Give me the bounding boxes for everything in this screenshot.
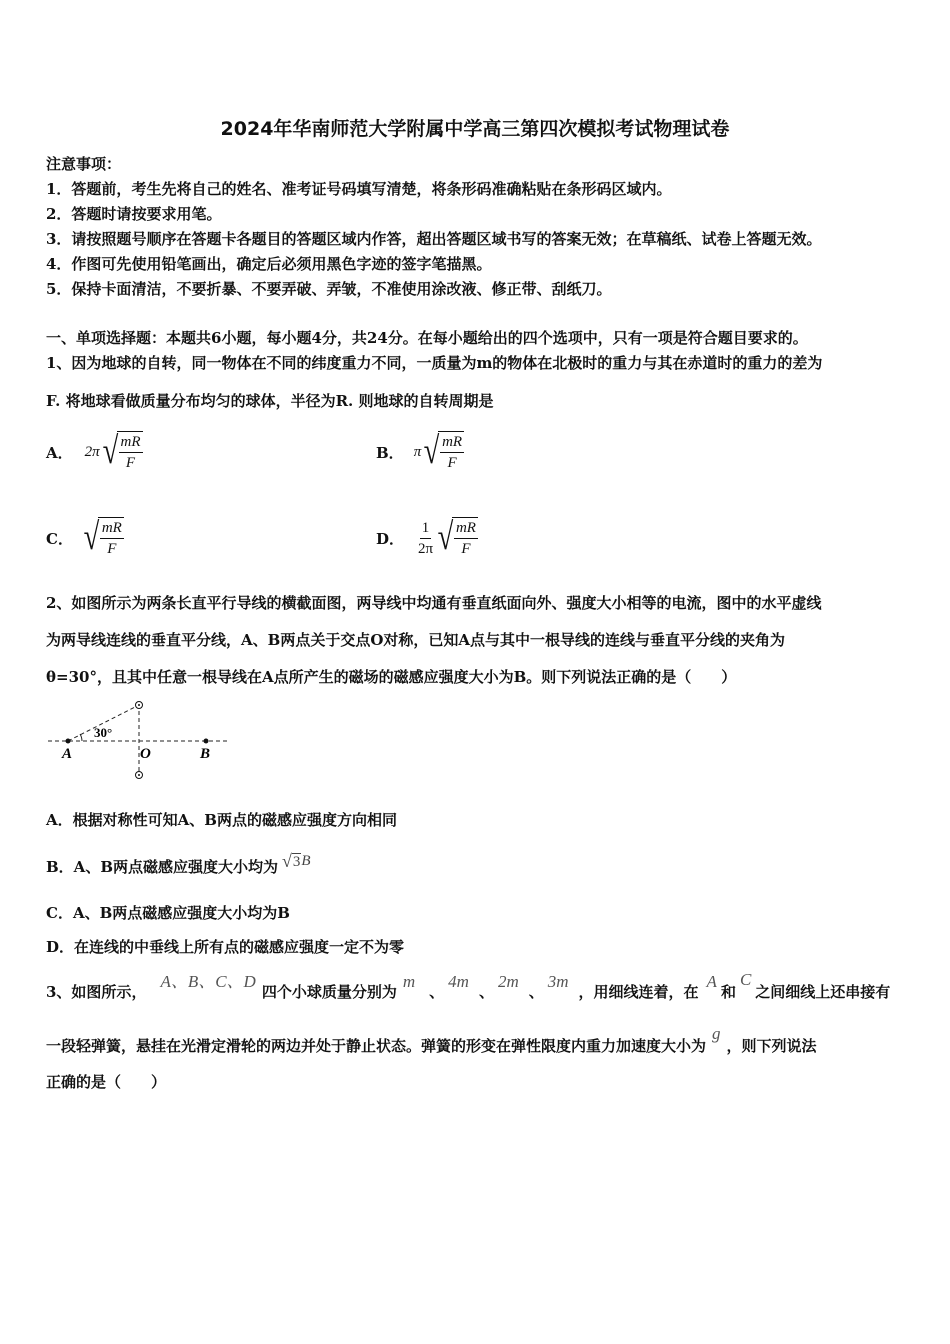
sqrt-expression: √ $\frac{mR}{F}$	[437, 516, 476, 558]
fraction-numerator: mR	[119, 432, 143, 453]
option-b[interactable]	[376, 426, 464, 478]
fraction-numerator: 1	[420, 518, 432, 539]
wire-cross-section-figure	[44, 696, 234, 784]
option-d[interactable]	[376, 512, 478, 564]
angle-arc	[80, 734, 82, 741]
fraction-numerator: mR	[454, 518, 478, 539]
page-title: 2024年华南师范大学附属中学高三第四次模拟考试物理试卷	[220, 118, 730, 140]
mass-value: 4m	[448, 972, 469, 991]
option-a[interactable]	[46, 426, 143, 478]
notice-item: 2．答题时请按要求用笔。	[46, 205, 222, 223]
ball-name: A	[706, 972, 717, 991]
notice-item: 4．作图可先使用铅笔画出，确定后必须用黑色字迹的签字笔描黑。	[46, 255, 492, 273]
question-2-text: θ=30°，且其中任意一根导线在A点所产生的磁场的磁感应强度大小为B。则下列说法正确的是（ ）	[46, 668, 737, 686]
sqrt-expression: √ $\frac{mR}{F}$	[102, 430, 141, 472]
option-label: A．	[46, 443, 73, 462]
point-b-label: B	[200, 746, 211, 762]
option-label: D．	[376, 529, 405, 548]
mass-value: 2m	[497, 972, 519, 991]
question-3-line	[46, 1024, 817, 1056]
question-2-text: 2、如图所示为两条长直平行导线的横截面图，两导线中均通有垂直纸面向外、强度大小相等的电流，图中的水平虚线	[46, 594, 822, 612]
question-1-text: F. 将地球看做质量分布均匀的球体，半径为R. 则地球的自转周期是	[46, 392, 494, 410]
question-3-text: 和	[720, 983, 736, 1001]
question-3-text: 3、如图所示，	[46, 983, 147, 1001]
fraction-denominator: F	[447, 455, 457, 471]
question-3-text: 四个小球质量分别为	[261, 983, 397, 1001]
option-c[interactable]: C．A、B两点磁感应强度大小均为B	[46, 904, 290, 922]
question-3-text: 正确的是（ ）	[46, 1073, 167, 1091]
fraction-denominator: F	[461, 541, 471, 557]
option-label: B．	[376, 443, 404, 462]
radicand: 3	[292, 853, 301, 870]
notice-item: 1．答题前，考生先将自己的姓名、准考证号码填写清楚，将条形码准确粘贴在条形码区域内。	[46, 180, 672, 198]
notice-heading: 注意事项：	[46, 155, 122, 173]
fraction-numerator: mR	[100, 518, 124, 539]
option-coefficient: 2π	[84, 443, 100, 460]
sqrt-expression: √ $\frac{mR}{F}$	[423, 430, 463, 472]
fraction-numerator: mR	[440, 432, 464, 453]
option-coefficient: π	[413, 443, 422, 460]
option-label: C．	[46, 529, 73, 548]
option-c[interactable]	[46, 512, 124, 564]
gravity-symbol: g	[712, 1024, 721, 1043]
fraction-denominator: 2π	[418, 540, 434, 557]
option-d[interactable]: D．在连线的中垂线上所有点的磁感应强度一定不为零	[46, 938, 405, 956]
mass-value: 3m	[547, 972, 569, 991]
option-a[interactable]: A．根据对称性可知A、B两点的磁感应强度方向相同	[46, 811, 397, 829]
separator: 、	[429, 983, 445, 1001]
notice-item: 3．请按照题号顺序在答题卡各题目的答题区域内作答，超出答题区域书写的答案无效；在草稿纸、试卷上答题无效。	[46, 230, 822, 248]
fraction-denominator: F	[125, 455, 136, 471]
option-text: B．A、B两点磁感应强度大小均为	[46, 858, 278, 876]
question-3-text: ，用细线连着，在	[578, 983, 699, 1001]
sqrt-expression: √ 3 B	[282, 851, 311, 871]
mass-value: m	[402, 972, 416, 991]
point-o-label: O	[140, 746, 151, 762]
angle-label: 30°	[94, 725, 113, 740]
sqrt-expression: √ $\frac{mR}{F}$	[83, 516, 122, 558]
ball-names: A、B、C、D	[160, 972, 256, 991]
question-3-text: 一段轻弹簧，悬挂在光滑定滑轮的两边并处于静止状态。弹簧的形变在弹性限度内重力加速度大小为	[46, 1037, 707, 1055]
question-3-line	[46, 970, 890, 1002]
question-3-text: 之间细线上还串接有	[755, 983, 891, 1001]
section-heading: 一、单项选择题：本题共6小题，每小题4分，共24分。在每小题给出的四个选项中，只有一项是符合题目要求的。	[46, 329, 808, 347]
separator: 、	[528, 983, 544, 1001]
question-2-text: 为两导线连线的垂直平分线，A、B两点关于交点O对称，已知A点与其中一根导线的连线与垂直平分线的夹角为	[46, 631, 786, 649]
question-3-text: ，则下列说法	[726, 1037, 817, 1055]
fraction-denominator: F	[107, 541, 117, 557]
ball-name: C	[739, 970, 752, 989]
option-b[interactable]	[46, 846, 311, 877]
question-1-text: 1、因为地球的自转，同一物体在不同的纬度重力不同，一质量为m的物体在北极时的重力与其在赤道时的重力的差为	[46, 354, 823, 372]
fraction	[416, 518, 435, 559]
point-b-dot	[204, 739, 209, 744]
separator: 、	[478, 983, 494, 1001]
point-a-dot	[66, 739, 71, 744]
notice-item: 5．保持卡面清洁，不要折暴、不要弄破、弄皱，不准使用涂改液、修正带、刮纸刀。	[46, 280, 612, 298]
variable: B	[301, 853, 311, 869]
point-a-label: A	[62, 746, 73, 762]
